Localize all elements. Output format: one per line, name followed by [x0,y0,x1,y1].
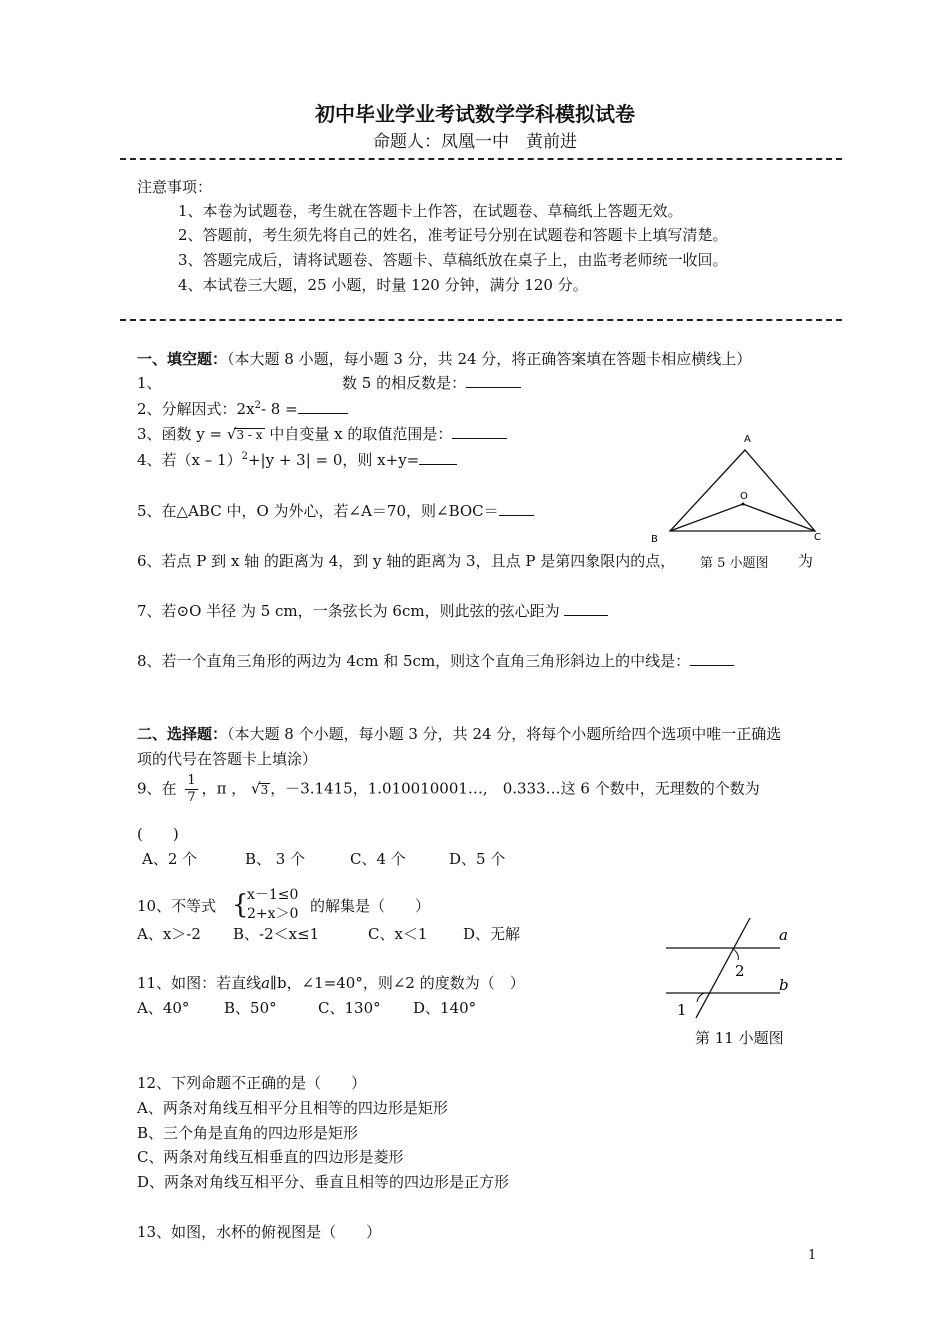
sqrt-sign-icon: √ [251,779,261,798]
section2-title: 二、选择题： [137,725,228,743]
segment-bo [670,504,743,531]
q11-option-d: D、140° [413,999,477,1017]
q4-rest: +|y + 3| = 0，则 x+y= [247,451,420,469]
q9-option-a: A、2 个 [142,850,198,868]
q11-option-c: C、130° [318,999,381,1017]
fraction-numerator: 1 [187,773,196,788]
figure-5-caption: 第 5 小题图 [694,552,775,571]
q10-rest: 的解集是（ ） [310,897,431,915]
brace-icon: { [232,890,249,920]
q7-stem: 7、若⊙O 半径 为 5 cm，一条弦长为 6cm，则此弦的弦心距为 [137,602,560,620]
label-angle-1: 1 [677,1001,687,1019]
fraction-one-seventh [185,773,197,806]
author-line: 命题人：凤凰一中 黄前进 [373,132,577,152]
q12-stem: 12、下列命题不正确的是（ ） [137,1074,367,1092]
page-number: 1 [808,1248,817,1263]
q4-stem: 4、若（x – 1） [137,451,242,469]
q3-radicand: 3 - x [236,428,263,442]
q4-answer-blank [419,450,457,465]
q5-answer-blank [499,501,534,516]
q2-rest: - 8 = [260,400,298,418]
q9 [137,773,760,806]
figure-11-caption: 第 11 小题图 [695,1029,784,1047]
q5 [137,500,534,521]
q8 [137,650,734,671]
notice-heading: 注意事项： [137,178,213,196]
q1-stem: 数 5 的相反数是： [342,374,467,392]
section2-header [137,723,781,744]
q10-system-1: x－1≤0 [247,887,299,903]
label-o: O [740,491,748,502]
sqrt-sign-icon: √ [226,425,237,443]
notice-item-3: 3、答题完成后，请将试题卷、答题卡、草稿纸放在桌子上，由监考老师统一收回。 [178,251,728,269]
figure-11-parallel-lines [660,910,800,1020]
q8-stem: 8、若一个直角三角形的两边为 4cm 和 5cm，则这个直角三角形斜边上的中线是： [137,652,691,670]
q9-option-d: D、5 个 [449,850,506,868]
q10-option-b: B、-2＜x≤1 [233,925,320,943]
q3-stem: 3、函数 y = [137,425,223,443]
angle-1-arc [697,993,704,1002]
notice-item-2: 2、答题前，考生须先将自己的姓名，准考证号分别在试题卷和答题卡上填写清楚。 [178,226,728,244]
fraction-denominator: 7 [187,790,196,805]
page-title: 初中毕业学业考试数学学科模拟试卷 [315,102,635,126]
label-angle-2: 2 [735,962,745,980]
q11-option-b: B、50° [224,999,277,1017]
q10-system-2: 2+x＞0 [247,906,299,922]
section1-header [137,348,751,369]
q9-stem: 9、在 [137,779,177,798]
dashed-divider-top [120,158,842,160]
q9-pi: ，π ， [201,779,247,798]
q11-stem: 11、如图：若直线 [137,974,262,992]
q9-paren: ( ) [137,825,179,843]
q11-rest: ∥b，∠1=40°，则∠2 的度数为（ ） [270,974,525,992]
q12-option-b: B、三个角是直角的四边形是矩形 [137,1124,359,1142]
q7-answer-blank [564,601,608,616]
q13-stem: 13、如图，水杯的俯视图是（ ） [137,1223,382,1241]
q9-option-c: C、4 个 [350,850,406,868]
q4 [137,449,457,470]
q3-answer-blank [452,424,507,439]
q2 [137,398,348,419]
segment-oc [743,504,815,531]
q2-answer-blank [298,399,348,414]
q8-answer-blank [690,651,734,666]
section2-desc-1: （本大题 8 个小题，每小题 3 分，共 24 分，将每个小题所给四个选项中唯一正确选 [227,725,782,743]
q1-number: 1、 [137,374,162,392]
q12-option-a: A、两条对角线互相平分且相等的四边形是矩形 [137,1099,448,1117]
q1-answer-blank [466,373,521,388]
q2-exponent: 2 [254,400,261,411]
q9-option-b: B、 3 个 [245,850,306,868]
q12-option-c: C、两条对角线互相垂直的四边形是菱形 [137,1148,404,1166]
q9-radicand: 3 [260,782,269,797]
q6-tail: 为 [798,552,814,570]
section2-desc-2: 项的代号在答题卡上填涂） [137,750,318,768]
q10-option-d: D、无解 [463,925,521,943]
point-o [742,503,745,506]
label-a: a [779,926,788,944]
q4-exponent: 2 [241,451,248,462]
q11-line-a: a [261,974,271,992]
q3 [137,423,507,444]
notice-item-1: 1、本卷为试题卷，考生就在答题卡上作答，在试题卷、草稿纸上答题无效。 [178,202,683,220]
dashed-divider-bottom [120,319,842,321]
q6-text: 6、若点 P 到 x 轴 的距离为 4，到 y 轴的距离为 3，且点 P 是第四象限内的点， [137,552,676,570]
section1-desc: （本大题 8 小题，每小题 3 分，共 24 分，将正确答案填在答题卡相应横线上） [227,350,752,368]
label-b: B [651,534,658,545]
q12-option-d: D、两条对角线互相平分、垂直且相等的四边形是正方形 [137,1173,510,1191]
q7 [137,600,608,621]
label-a: A [744,434,751,445]
q9-rest: ，－3.1415，1.010010001…, 0.333…这 6 个数中，无理数的个数为 [270,779,760,798]
section1-title: 一、填空题： [137,350,228,368]
figure-5-triangle [640,430,830,545]
q10-stem: 10、不等式 [137,897,217,915]
q11-option-a: A、40° [137,999,190,1017]
q10-option-c: C、x＜1 [368,925,428,943]
q10-option-a: A、x＞-2 [137,925,201,943]
label-c: C [814,532,821,543]
label-b: b [779,976,789,994]
q5-stem: 5、在△ABC 中，O 为外心，若∠A＝70，则∠BOC＝ [137,502,499,520]
notice-item-4: 4、本试卷三大题，25 小题，时量 120 分钟，满分 120 分。 [178,276,588,294]
q2-stem: 2、分解因式：2x [137,400,255,418]
q1-text [342,372,521,393]
q3-rest: 中自变量 x 的取值范围是： [269,425,453,443]
q11 [137,972,525,993]
